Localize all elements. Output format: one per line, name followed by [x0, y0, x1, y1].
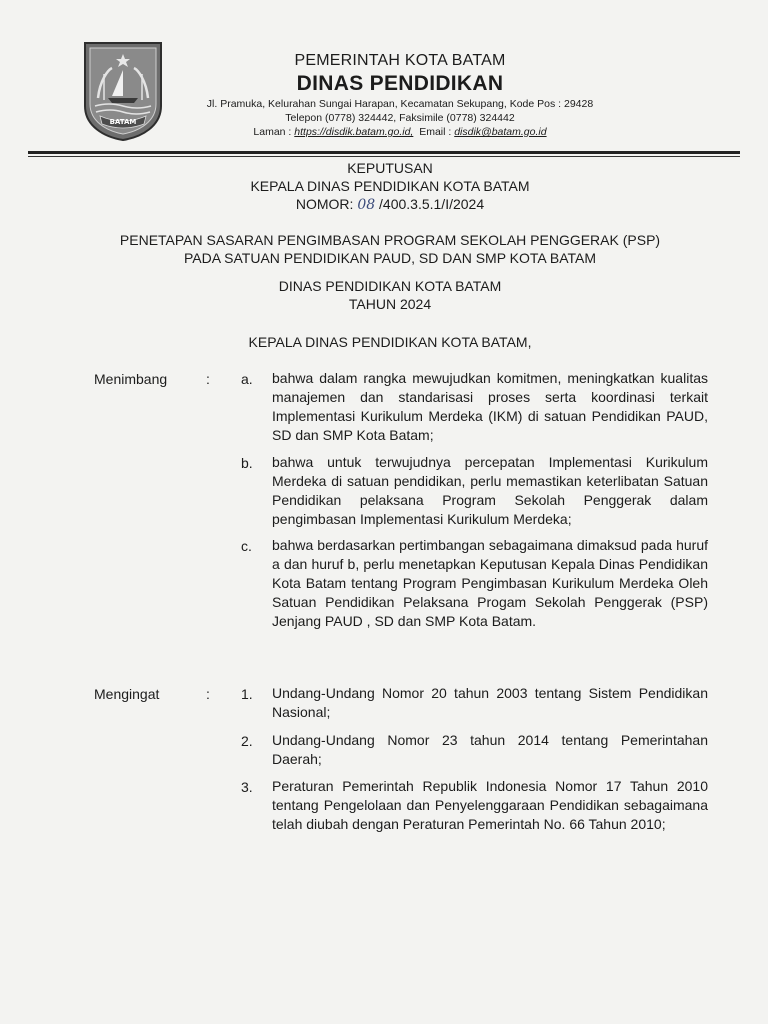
title-penetapan-line1: PENETAPAN SASARAN PENGIMBASAN PROGRAM SEKOLAH PENGGERAK (PSP) [119, 232, 661, 248]
mengingat-item-3: Peraturan Pemerintah Republik Indonesia Nomor 17 Tahun 2010 tentang Pengelolaan dan Penyelenggaraan Pendidikan sebagaimana telah diubah dengan Peraturan Pemerintah No. 66 Tahun 2010; [272, 778, 708, 832]
mengingat-colon: : [206, 686, 210, 702]
mengingat-item-2: Undang-Undang Nomor 23 tahun 2014 tentang Pemerintahan Daerah; [272, 732, 708, 767]
email-link[interactable]: disdik@batam.go.id [454, 126, 547, 138]
menimbang-marker-b: b. [241, 455, 253, 471]
batam-city-emblem-icon [82, 40, 164, 142]
letterhead-address: Jl. Pramuka, Kelurahan Sungai Harapan, Kecamatan Sekupang, Kode Pos : 29428 [206, 98, 594, 110]
title-kepala-comma: KEPALA DINAS PENDIDIKAN KOTA BATAM, [248, 334, 532, 350]
letterhead-telephone: Telepon (0778) 324442, Faksimile (0778) 324442 [285, 112, 515, 124]
title-dinas: DINAS PENDIDIKAN KOTA BATAM [278, 278, 502, 294]
nomor-label: NOMOR: [295, 196, 358, 212]
menimbang-marker-c: c. [241, 538, 252, 554]
menimbang-item-c: bahwa berdasarkan pertimbangan sebagaimana dimaksud pada huruf a dan huruf b, perlu menetapkan Keputusan Kepala Dinas Pendidikan Kota Batam tentang Program Pengimbasan Kurikulum Merdeka Oleh Satuan Pendidikan Pelaksana Progam Sekolah Penggerak (PSP) Jenjang PAUD , SD dan SMP Kota Batam. [272, 537, 708, 629]
title-keputusan: KEPUTUSAN [347, 160, 433, 176]
letterhead-rule-thick [28, 151, 740, 154]
title-penetapan-line2: PADA SATUAN PENDIDIKAN PAUD, SD DAN SMP KOTA BATAM [183, 250, 597, 266]
mengingat-marker-2: 2. [241, 733, 253, 749]
letterhead-rule-thin [28, 156, 740, 157]
menimbang-marker-a: a. [241, 371, 253, 387]
menimbang-label: Menimbang [94, 371, 168, 387]
website-link[interactable]: https://disdik.batam.go.id, [294, 126, 414, 138]
title-tahun: TAHUN 2024 [348, 296, 432, 312]
letterhead-contact [170, 126, 630, 138]
nomor-handwritten: 08 [357, 197, 376, 213]
title-nomor [40, 196, 740, 213]
email-label: Email : [419, 126, 455, 138]
logo-text: BATAM [109, 118, 137, 126]
menimbang-colon: : [206, 371, 210, 387]
web-label: Laman : [253, 126, 295, 138]
mengingat-label: Mengingat [94, 686, 160, 702]
menimbang-item-a: bahwa dalam rangka mewujudkan komitmen, meningkatkan kualitas manajemen dan standarisasi proses serta koordinasi terkait Implementasi Kurikulum Merdeka (IKM) di satuan Pendidikan PAUD, SD dan SMP Kota Batam; [272, 370, 708, 443]
title-kepala: KEPALA DINAS PENDIDIKAN KOTA BATAM [250, 178, 530, 194]
letterhead-government: PEMERINTAH KOTA BATAM [294, 52, 506, 69]
menimbang-item-b: bahwa untuk terwujudnya percepatan Implementasi Kurikulum Merdeka di satuan pendidikan, perlu memastikan keterlibatan Satuan Pendidikan pelaksana Program Sekolah Penggerak dalam pengimbasan Implementasi Kurikulum Merdeka; [272, 454, 708, 527]
mengingat-marker-3: 3. [241, 779, 253, 795]
nomor-value: /400.3.5.1/I/2024 [375, 196, 485, 212]
mengingat-marker-1: 1. [241, 686, 253, 702]
letterhead-department: DINAS PENDIDIKAN [296, 72, 504, 95]
mengingat-item-1: Undang-Undang Nomor 20 tahun 2003 tentang Sistem Pendidikan Nasional; [272, 685, 708, 720]
